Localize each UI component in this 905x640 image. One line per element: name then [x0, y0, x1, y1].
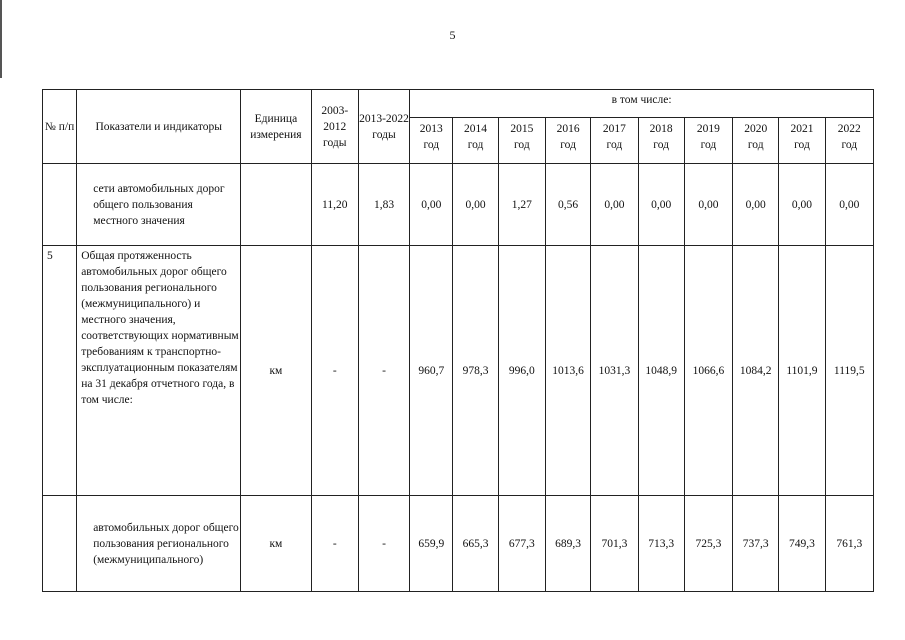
row-indicator: Общая протяженность автомобильных дорог общего пользования регионального (межмуниципального) и местного значения, соответствующих нормативным требованиям к транспортно-эксплуатационным показателям на 31 декабря отчетного года, в том числе:: [77, 246, 241, 496]
row-value: 0,00: [684, 164, 732, 246]
page-number: 5: [449, 28, 456, 42]
header-year: 2021 год: [779, 118, 825, 164]
row-value: 1084,2: [733, 246, 779, 496]
table-row: [43, 496, 874, 592]
header-num: № п/п: [43, 90, 77, 164]
row-period-2003-2012: 11,20: [311, 164, 358, 246]
row-value: 0,00: [591, 164, 638, 246]
row-num: 5: [43, 246, 77, 496]
header-year: 2013 год: [410, 118, 453, 164]
row-value: 659,9: [410, 496, 453, 592]
row-value: 0,00: [825, 164, 873, 246]
header-unit: Единица измерения: [241, 90, 311, 164]
row-value: 725,3: [684, 496, 732, 592]
row-indicator: автомобильных дорог общего пользования регионального (межмуниципального): [77, 496, 241, 592]
row-value: 0,56: [545, 164, 590, 246]
row-value: 0,00: [410, 164, 453, 246]
row-value: 1048,9: [638, 246, 684, 496]
header-indicators: Показатели и индикаторы: [77, 90, 241, 164]
header-year: 2018 год: [638, 118, 684, 164]
row-unit: км: [241, 496, 311, 592]
header-row-1: [43, 90, 874, 118]
row-value: 1,27: [498, 164, 545, 246]
header-period-2003-2012: 2003-2012 годы: [311, 90, 358, 164]
indicators-table: [42, 89, 874, 592]
row-indicator: сети автомобильных дорог общего пользования местного значения: [77, 164, 241, 246]
header-year: 2020 год: [733, 118, 779, 164]
row-value: 0,00: [638, 164, 684, 246]
row-value: 978,3: [453, 246, 498, 496]
row-value: 713,3: [638, 496, 684, 592]
row-value: 1013,6: [545, 246, 590, 496]
header-year: 2017 год: [591, 118, 638, 164]
row-unit: км: [241, 246, 311, 496]
row-value: 689,3: [545, 496, 590, 592]
row-value: 960,7: [410, 246, 453, 496]
header-year: 2022 год: [825, 118, 873, 164]
header-including: в том числе:: [410, 90, 874, 118]
row-value: 1066,6: [684, 246, 732, 496]
row-value: 0,00: [453, 164, 498, 246]
row-period-2013-2022: -: [358, 246, 409, 496]
row-value: 737,3: [733, 496, 779, 592]
row-period-2013-2022: 1,83: [358, 164, 409, 246]
header-year: 2019 год: [684, 118, 732, 164]
row-value: 749,3: [779, 496, 825, 592]
row-unit: [241, 164, 311, 246]
row-num: [43, 496, 77, 592]
row-value: 996,0: [498, 246, 545, 496]
header-period-2013-2022: 2013-2022 годы: [358, 90, 409, 164]
row-period-2013-2022: -: [358, 496, 409, 592]
row-value: 0,00: [733, 164, 779, 246]
row-value: 1031,3: [591, 246, 638, 496]
row-value: 1101,9: [779, 246, 825, 496]
row-value: 0,00: [779, 164, 825, 246]
row-value: 677,3: [498, 496, 545, 592]
row-value: 761,3: [825, 496, 873, 592]
header-year: 2015 год: [498, 118, 545, 164]
row-value: 701,3: [591, 496, 638, 592]
header-year: 2014 год: [453, 118, 498, 164]
row-num: [43, 164, 77, 246]
header-year: 2016 год: [545, 118, 590, 164]
table-row: [43, 164, 874, 246]
row-value: 665,3: [453, 496, 498, 592]
row-value: 1119,5: [825, 246, 873, 496]
table-row: [43, 246, 874, 496]
row-period-2003-2012: -: [311, 496, 358, 592]
row-period-2003-2012: -: [311, 246, 358, 496]
